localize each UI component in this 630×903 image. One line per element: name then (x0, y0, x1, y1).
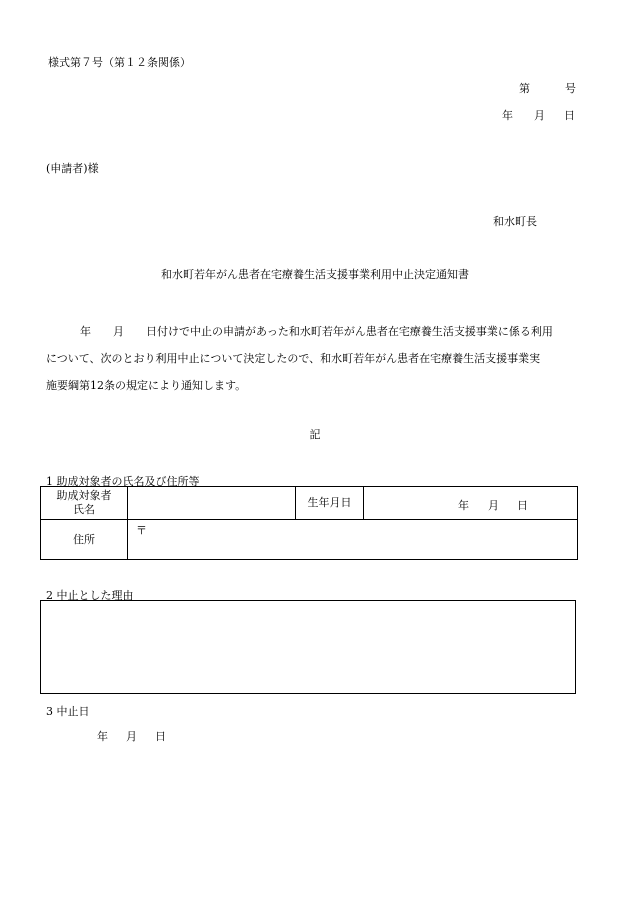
section-2-label: 2 中止とした理由 (46, 589, 134, 602)
name-header-line2: 氏名 (73, 503, 95, 516)
issuer: 和水町長 (493, 215, 537, 228)
birthdate-value-cell[interactable] (364, 487, 578, 520)
stop-date-day: 日 (155, 730, 166, 743)
document-date-month: 月 (534, 109, 545, 122)
body-year: 年 (80, 325, 91, 338)
recipient: (申請者)様 (46, 162, 99, 175)
address-row (41, 520, 578, 560)
document-number-label: 第 (519, 82, 530, 95)
stop-date-year: 年 (97, 730, 108, 743)
name-header-cell (41, 487, 128, 520)
birthdate-year: 年 (458, 499, 469, 512)
body-month: 月 (113, 325, 124, 338)
body-text (46, 318, 586, 399)
name-row (41, 487, 578, 520)
birthdate-month: 月 (488, 499, 499, 512)
applicant-info-table (40, 486, 578, 560)
body-line-3: 施要綱第12条の規定により通知します。 (46, 379, 247, 392)
reason-box[interactable] (40, 600, 576, 694)
section-1-label: 1 助成対象者の氏名及び住所等 (46, 475, 200, 488)
stop-date-month: 月 (126, 730, 137, 743)
document-date-day: 日 (564, 109, 575, 122)
address-value-cell[interactable] (128, 520, 578, 560)
body-line-1 (46, 318, 586, 345)
note-heading: 記 (309, 428, 321, 441)
body-line-2: について、次のとおり利用中止について決定したので、和水町若年がん患者在宅療養生活支援事業実 (46, 352, 541, 365)
document-date-year: 年 (502, 109, 513, 122)
birthdate-day: 日 (517, 499, 528, 512)
postal-mark: 〒 (136, 524, 147, 537)
body-line-1-text: 日付けで中止の申請があった和水町若年がん患者在宅療養生活支援事業に係る利用 (146, 325, 553, 338)
form-number: 様式第７号（第１２条関係） (48, 56, 191, 69)
birthdate-header-cell: 生年月日 (296, 487, 364, 520)
address-header-cell: 住所 (41, 520, 128, 560)
name-value-cell[interactable] (128, 487, 296, 520)
name-header-line1: 助成対象者 (56, 489, 112, 502)
section-3-label: 3 中止日 (46, 705, 90, 718)
document-title: 和水町若年がん患者在宅療養生活支援事業利用中止決定通知書 (161, 268, 469, 281)
document-number-suffix: 号 (565, 82, 576, 95)
